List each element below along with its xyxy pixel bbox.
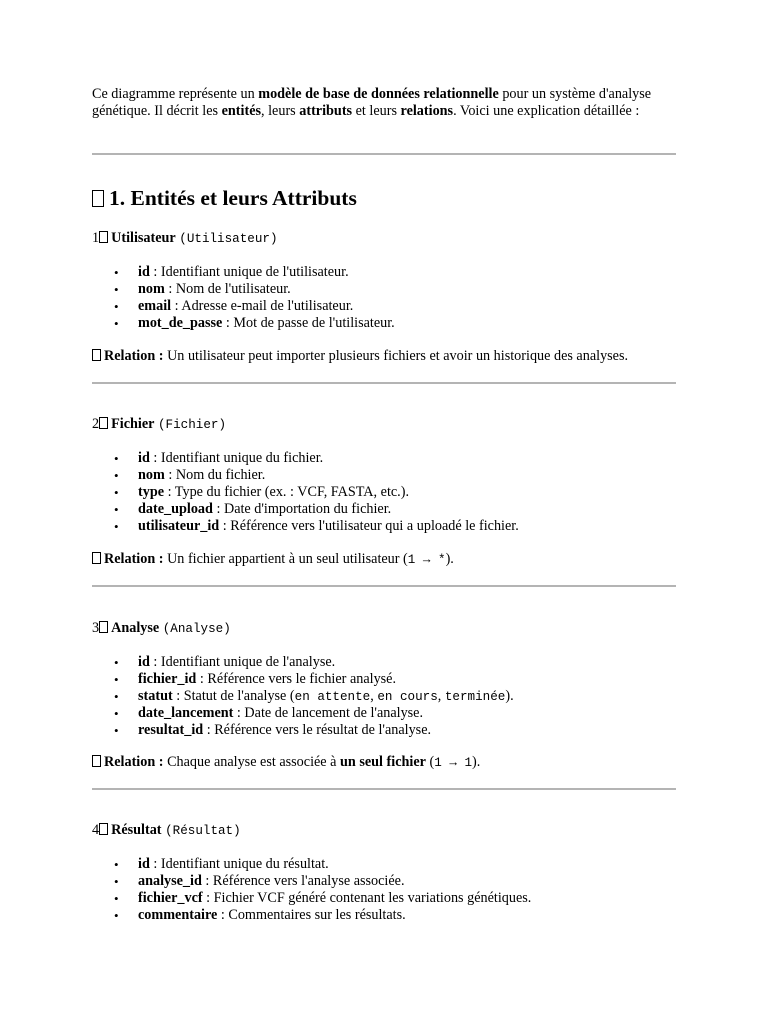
attr-desc: : Commentaires sur les résultats. (217, 907, 406, 923)
intro-text: , leurs (261, 103, 300, 119)
section-heading (92, 185, 357, 211)
list-item (138, 518, 519, 535)
list-item (138, 722, 514, 739)
attribute-list-fichier (92, 450, 519, 535)
attr-key: id (138, 856, 150, 872)
missing-glyph-icon (99, 621, 108, 633)
list-item (138, 501, 519, 518)
attr-key: date_upload (138, 501, 213, 517)
entity-name: Utilisateur (111, 230, 176, 246)
attr-key: date_lancement (138, 705, 234, 721)
list-item (138, 264, 395, 281)
missing-glyph-icon (92, 755, 101, 767)
attribute-list-utilisateur (92, 264, 395, 332)
attr-key: commentaire (138, 907, 218, 923)
missing-glyph-icon (92, 349, 101, 361)
attr-key: id (138, 450, 150, 466)
attr-key: fichier_id (138, 671, 197, 687)
intro-paragraph (92, 86, 652, 120)
list-item (138, 856, 531, 873)
intro-bold-attributes: attributs (299, 103, 353, 119)
list-item (138, 315, 395, 332)
attr-sep: , (437, 688, 445, 704)
attr-desc: : Référence vers l'utilisateur qui a uploadé le fichier. (219, 518, 519, 534)
intro-bold-entities: entités (221, 103, 262, 119)
relation-text: Un fichier appartient à un seul utilisateur ( (163, 551, 408, 567)
missing-glyph-icon (99, 417, 108, 429)
list-item (138, 688, 514, 705)
attr-desc: : Référence vers le fichier analysé. (196, 671, 397, 687)
status-value: en cours (377, 690, 438, 704)
attr-desc: : Nom de l'utilisateur. (164, 281, 291, 297)
divider (92, 382, 676, 384)
relation-text: ( (425, 754, 435, 770)
attr-key: statut (138, 688, 173, 704)
intro-bold-model: modèle de base de données relationnelle (258, 86, 499, 102)
relation-cardinality: 1 → * (407, 553, 446, 567)
relation-bold: un seul fichier (340, 754, 426, 770)
relation-label: Relation : (104, 754, 164, 770)
attr-desc: : Référence vers l'analyse associée. (201, 873, 405, 889)
list-item (138, 907, 531, 924)
list-item (138, 484, 519, 501)
attr-desc: : Date de lancement de l'analyse. (233, 705, 424, 721)
attr-sep: ). (505, 688, 514, 704)
relation-label: Relation : (104, 348, 164, 364)
intro-text: et leurs (352, 103, 401, 119)
relation-cardinality: 1 → 1 (434, 756, 473, 770)
intro-bold-relations: relations (400, 103, 454, 119)
attribute-list-analyse (92, 654, 514, 739)
relation-utilisateur (92, 348, 628, 365)
entity-name: Fichier (111, 416, 155, 432)
attr-key: id (138, 264, 150, 280)
list-item (138, 671, 514, 688)
attr-key: utilisateur_id (138, 518, 220, 534)
attr-desc: : Mot de passe de l'utilisateur. (222, 315, 395, 331)
attr-key: nom (138, 467, 165, 483)
attr-key: mot_de_passe (138, 315, 223, 331)
attr-desc: : Fichier VCF généré contenant les variations génétiques. (202, 890, 532, 906)
attr-key: analyse_id (138, 873, 202, 889)
attr-desc: : Référence vers le résultat de l'analyse. (203, 722, 432, 738)
relation-text: Un utilisateur peut importer plusieurs fichiers et avoir un historique des analyses. (163, 348, 629, 364)
entity-name: Résultat (111, 822, 162, 838)
entity-code: (Résultat) (165, 824, 241, 838)
list-item (138, 654, 514, 671)
divider (92, 788, 676, 790)
entity-title-utilisateur (92, 230, 278, 248)
attr-key: nom (138, 281, 165, 297)
attr-desc: : Identifiant unique de l'utilisateur. (149, 264, 349, 280)
attr-sep: , (370, 688, 378, 704)
attribute-list-resultat (92, 856, 531, 924)
status-value: en attente (294, 690, 371, 704)
intro-text: . Voici une explication détaillée : (453, 103, 640, 119)
divider (92, 585, 676, 587)
attr-desc: : Date d'importation du fichier. (212, 501, 392, 517)
missing-glyph-icon (92, 552, 101, 564)
attr-key: resultat_id (138, 722, 204, 738)
status-value: terminée (444, 690, 506, 704)
relation-analyse (92, 754, 480, 772)
entity-number: 1 (92, 230, 100, 246)
relation-fichier (92, 551, 454, 569)
attr-desc: : Adresse e-mail de l'utilisateur. (171, 298, 354, 314)
attr-desc: : Identifiant unique du résultat. (149, 856, 329, 872)
attr-key: id (138, 654, 150, 670)
list-item (138, 281, 395, 298)
entity-title-analyse (92, 620, 231, 638)
list-item (138, 873, 531, 890)
entity-code: (Utilisateur) (179, 232, 278, 246)
entity-number: 4 (92, 822, 100, 838)
list-item (138, 890, 531, 907)
list-item (138, 467, 519, 484)
entity-title-resultat (92, 822, 241, 840)
missing-glyph-icon (92, 190, 104, 207)
divider (92, 153, 676, 155)
missing-glyph-icon (99, 823, 108, 835)
attr-key: fichier_vcf (138, 890, 203, 906)
attr-desc: : Nom du fichier. (164, 467, 266, 483)
relation-text: ). (472, 754, 481, 770)
attr-desc: : Statut de l'analyse ( (172, 688, 295, 704)
intro-text: pour un système d'analyse génétique. Il décrit les (92, 86, 652, 119)
intro-text: Ce diagramme représente un (92, 86, 259, 102)
entity-title-fichier (92, 416, 226, 434)
missing-glyph-icon (99, 231, 108, 243)
list-item (138, 298, 395, 315)
relation-text: ). (445, 551, 454, 567)
entity-code: (Analyse) (162, 622, 231, 636)
relation-label: Relation : (104, 551, 164, 567)
attr-desc: : Identifiant unique du fichier. (149, 450, 324, 466)
list-item (138, 450, 519, 467)
list-item (138, 705, 514, 722)
heading-text: 1. Entités et leurs Attributs (109, 186, 357, 210)
entity-number: 3 (92, 620, 100, 636)
attr-key: email (138, 298, 172, 314)
relation-text: Chaque analyse est associée à (163, 754, 341, 770)
entity-name: Analyse (111, 620, 160, 636)
attr-desc: : Identifiant unique de l'analyse. (149, 654, 336, 670)
attr-key: type (138, 484, 165, 500)
entity-code: (Fichier) (157, 418, 227, 432)
attr-desc: : Type du fichier (ex. : VCF, FASTA, etc.). (164, 484, 409, 500)
entity-number: 2 (92, 416, 100, 432)
